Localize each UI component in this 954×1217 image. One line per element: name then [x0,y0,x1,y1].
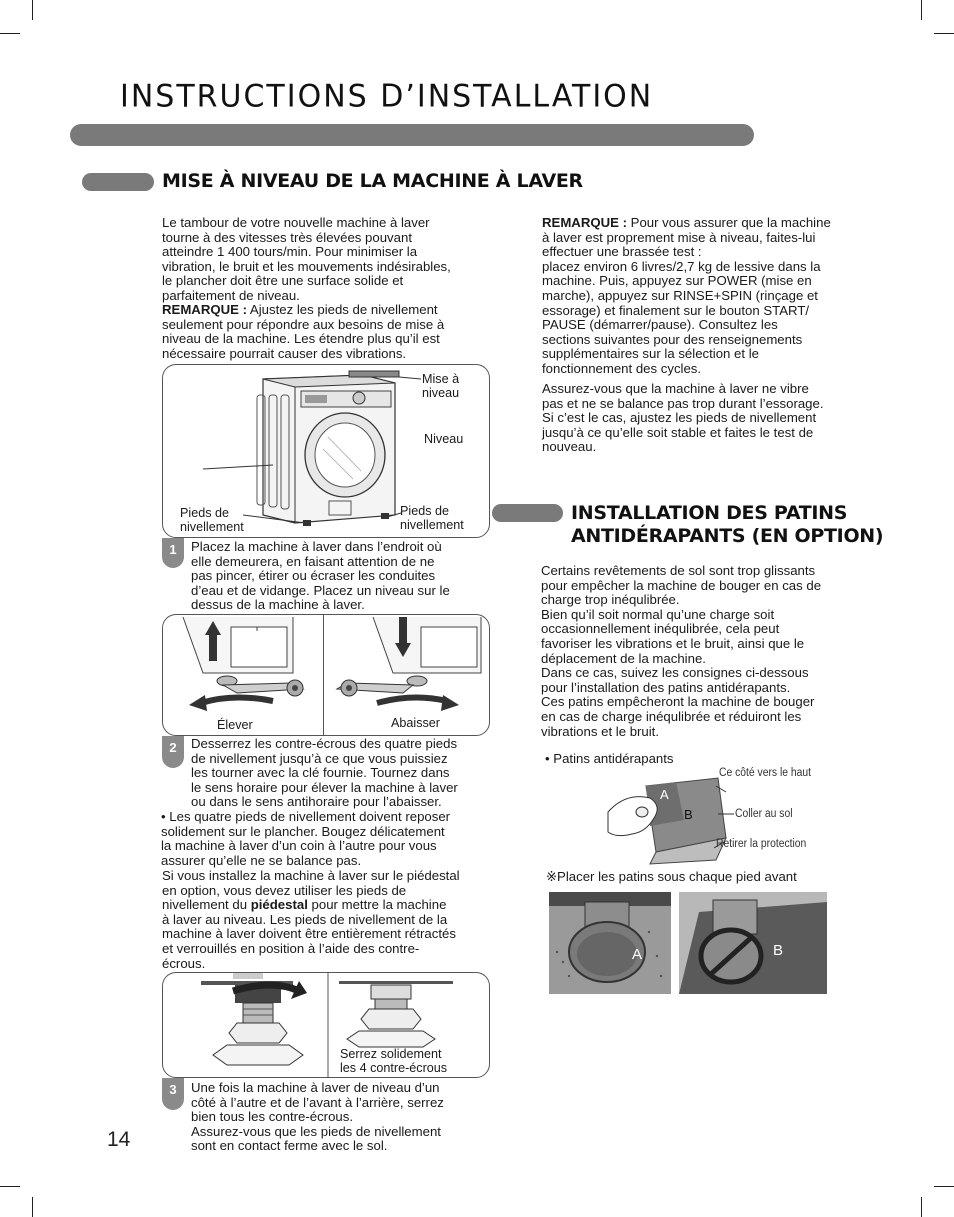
leveling-heading: MISE À NIVEAU DE LA MACHINE À LAVER [162,170,583,192]
title-bar [70,124,754,146]
note-text: Ajustez les pieds de nivellement seulement pour répondre aux besoins de mise à niveau de la machine. Les étendre plus qu’il est nécessaire pourrait causer des vibrations. [162,302,445,361]
section-pill [82,173,154,191]
pad-letter-a: A [660,787,669,802]
crop-mark [32,0,33,20]
page-number: 14 [107,1128,131,1151]
label-feet-right: Pieds de nivellement [400,504,464,532]
section-pill [492,504,563,522]
crop-mark [934,1186,954,1187]
step-3-text: Une fois la machine à laver de niveau d’un côté à l’autre et de l’avant à l’arrière, serrez bien tous les contre-écrous. Assurez-vous que les pieds de nivellement sont en contact ferme avec le sol. [191,1080,444,1154]
pads-heading: INSTALLATION DES PATINS ANTIDÉRAPANTS (EN OPTION) [571,502,884,547]
crop-mark [921,0,922,20]
pad-photo-a [549,892,671,994]
pad-letter-b: B [684,807,693,822]
label-side-up: Ce côté vers le haut [719,767,812,779]
crop-mark [0,33,20,34]
crop-mark [0,1186,20,1187]
right-note [542,216,831,377]
label-tighten: Serrez solidement les 4 contre-écrous [340,1047,448,1075]
crop-mark [921,1197,922,1217]
label-lower: Abaisser [391,716,440,730]
label-remove: Retirer la protection [716,838,807,850]
pedestal-paragraph [162,869,460,971]
leveling-intro: Le tambour de votre nouvelle machine à laver tourne à des vitesses très élevées pouvant atteindre 1 400 tours/min. Pour minimiser la vibration, le bruit et les mouvements indésirables, le plancher doit être une surface solide et parfaitement de niveau. [162,215,451,303]
washer-level-figure [162,364,490,538]
leveling-note [162,303,444,361]
right-note-para2: Assurez-vous que la machine à laver ne vibre pas et ne se balance pas trop durant l’essorage. Si c’est le cas, ajustez les pieds de nivellement jusqu’à ce qu’elle soit stable et faites le test de nouveau. [542,381,824,455]
crop-mark [32,1197,33,1217]
pad-peel-illustration [606,772,746,868]
lock-nut-figure [162,972,490,1078]
pedestal-bold: piédestal [250,897,308,913]
crop-mark [934,33,954,34]
step-2-text: Desserrez les contre-écrous des quatre pieds de nivellement jusqu’à ce que vous puissiez les tourner avec la clé fournie. Tournez dans le sens horaire pour élever la machine à laver ou dans le sens antihoraire pour l’abaisser. [191,736,458,810]
step-1-badge: 1 [162,538,184,568]
place-note: ※Placer les patins sous chaque pied avant [546,869,797,884]
label-stick: Coller au sol [735,808,793,820]
photo-letter-a: A [632,946,643,963]
bullet-feet: • Les quatre pieds de nivellement doivent reposer solidement sur le plancher. Bougez délicatement la machine à laver d’un coin à l’autre pour vous assurer qu’elle ne se balance pas. [161,809,451,868]
pads-body: Certains revêtements de sol sont trop glissants pour empêcher la machine de bouger en cas de charge trop inéqulibrée. Bien qu’il soit normal qu’une charge soit occasionnellement inéqulibrée, cela peut favoriser les vibrations et le bruit, ainsi que le déplacement de la machine. Dans ce cas, suivez les consignes ci-dessous pour l’installation des patins antidérapants. Ces patins empêcheront la machine de bouger en cas de charge inéqulibrée et réduiront les vibrations et le bruit. [541,563,822,739]
wrench-illustration [163,615,490,736]
pads-bullet: • Patins antidérapants [545,751,674,766]
page-title: INSTRUCTIONS D’INSTALLATION [120,78,654,115]
pedestal-text-2: pour mettre la machine à laver au niveau. Les pieds de nivellement de la machine à laver doivent être entièrement rétractés et verrouillés en position à l’aide des contre- écrous. [162,897,456,971]
pad-photo-b [679,892,827,994]
label-feet-left: Pieds de nivellement [180,506,244,534]
label-level: Niveau [424,432,464,446]
step-2-badge: 2 [162,736,184,768]
step-3-badge: 3 [162,1078,184,1110]
pedestal-text-1: Si vous installez la machine à laver sur le piédestal en option, vous devez utiliser les pieds de nivellement du [162,868,460,913]
label-level-top: Mise à niveau [422,372,460,400]
right-note-text: Pour vous assurer que la machine à laver est proprement mise à niveau, faites-lui effectuer une brassée test : placez environ 6 livres/2,7 kg de lessive dans la machine. Puis, appuyez sur POWER (mise en marche), appuyez sur RINSE+SPIN (rinçage et essorage) et finalement sur le bouton START/ PAUSE (démarrer/pause). Consultez les sections suivantes pour des renseignements supplémentaires sur la sélection et le fonctionnement des cycles. [542,215,831,376]
note-label: REMARQUE : [162,302,247,317]
step-1-text: Placez la machine à laver dans l’endroit où elle demeurera, en faisant attention de ne pas pincer, étirer ou écraser les conduites d’eau et de vidange. Placez un niveau sur le dessus de la machine à laver. [191,539,450,613]
raise-lower-figure [162,614,490,736]
figure-divider [323,615,324,736]
photo-letter-b: B [773,942,784,959]
label-raise: Élever [217,718,253,732]
right-note-label: REMARQUE : [542,215,627,230]
